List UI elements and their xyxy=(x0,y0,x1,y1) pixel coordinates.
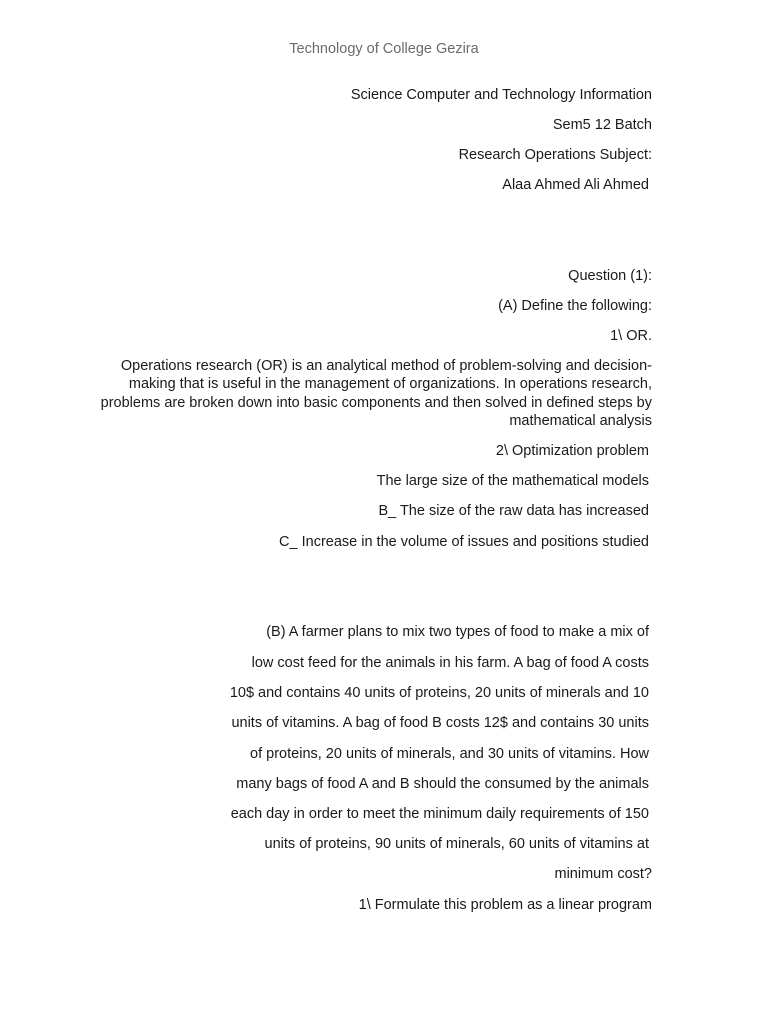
subject-line: Research Operations Subject: xyxy=(458,147,652,163)
part-b-line: of proteins, 20 units of minerals, and 30 units of vitamins. How xyxy=(250,746,649,762)
item-2-label: 2\ Optimization problem xyxy=(495,443,649,459)
or-definition-paragraph: Operations research (OR) is an analytical method of problem-solving and decision-making that is useful in the management of organizations. In operations research, problems are broken down into basic components and then solved in defined steps by mathematical analysis xyxy=(100,358,652,429)
task-1-line: 1\ Formulate this problem as a linear program xyxy=(358,897,652,913)
part-b-line: (B) A farmer plans to mix two types of food to make a mix of xyxy=(266,624,649,640)
question-title: Question (1): xyxy=(568,268,652,284)
part-b-line: minimum cost? xyxy=(554,866,652,882)
part-b-line: units of proteins, 90 units of minerals, 60 units of vitamins at xyxy=(264,836,649,852)
page-header: Technology of College Gezira xyxy=(289,41,479,57)
item-1-label: 1\ OR. xyxy=(610,328,652,344)
department-line: Science Computer and Technology Information xyxy=(350,87,652,103)
part-b-line: 10$ and contains 40 units of proteins, 20 units of minerals and 10 xyxy=(229,685,649,701)
part-b-line: many bags of food A and B should the consumed by the animals xyxy=(236,776,649,792)
reason-a: The large size of the mathematical models xyxy=(376,473,649,489)
part-b-line: low cost feed for the animals in his farm. A bag of food A costs xyxy=(251,655,649,671)
batch-line: Sem5 12 Batch xyxy=(552,117,652,133)
reason-c: C_ Increase in the volume of issues and positions studied xyxy=(279,534,649,550)
part-b-line: each day in order to meet the minimum daily requirements of 150 xyxy=(230,806,649,822)
reason-b: B_ The size of the raw data has increased xyxy=(378,503,649,519)
part-a-heading: (A) Define the following: xyxy=(498,298,652,314)
student-name: Alaa Ahmed Ali Ahmed xyxy=(502,177,649,193)
part-b-line: units of vitamins. A bag of food B costs 12$ and contains 30 units xyxy=(231,715,649,731)
